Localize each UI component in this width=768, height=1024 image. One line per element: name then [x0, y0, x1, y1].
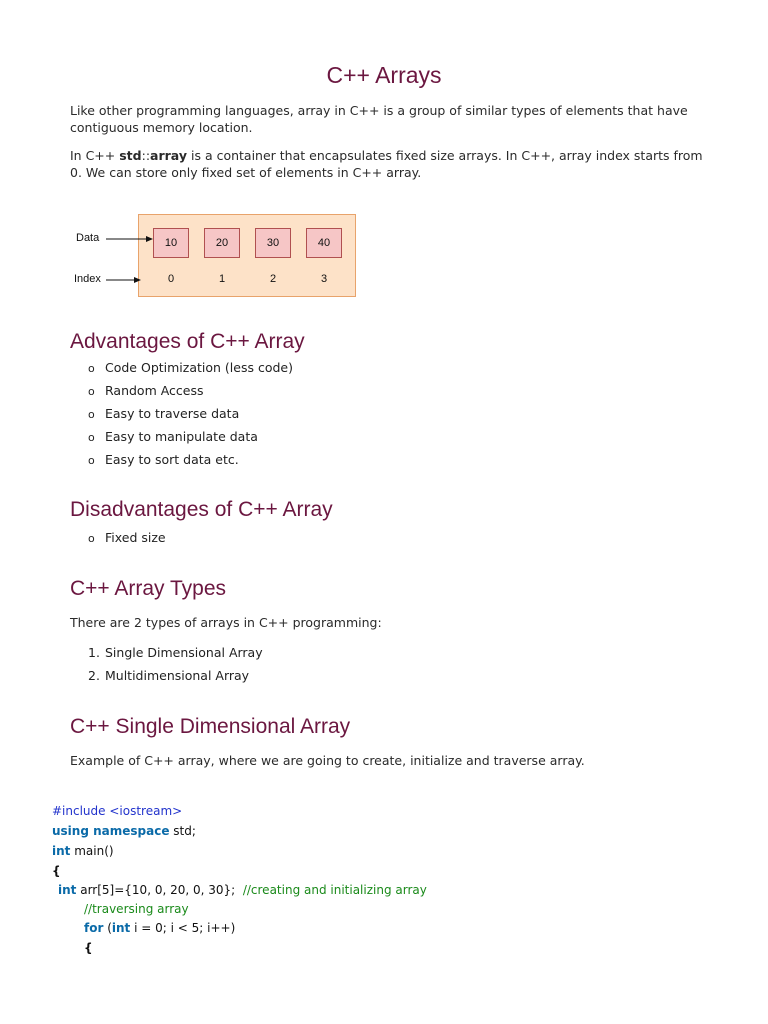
list-item [88, 360, 293, 375]
code-text: main() [70, 844, 114, 858]
code-keyword: int [52, 844, 71, 858]
list-item-text: Fixed size [105, 530, 166, 545]
item-number: 2. [88, 668, 100, 683]
intro-p2-text-a: In C++ [70, 148, 120, 163]
array-index: 3 [320, 273, 328, 285]
intro-p2-array: array [150, 148, 188, 163]
code-line [52, 844, 114, 858]
list-item [88, 530, 166, 545]
code-keyword: using namespace [52, 824, 170, 838]
array-cell: 40 [306, 228, 342, 258]
disadvantages-heading: Disadvantages of C++ Array [70, 498, 333, 521]
code-comment: //traversing array [84, 902, 189, 916]
bullet-marker: o [88, 385, 95, 398]
bullet-marker: o [88, 454, 95, 467]
intro-p2-std: std [119, 148, 142, 163]
advantages-heading: Advantages of C++ Array [70, 330, 305, 353]
code-keyword: int [111, 921, 131, 935]
numbered-item [88, 668, 249, 683]
list-item-text: Random Access [105, 383, 204, 398]
code-line: { [52, 864, 61, 878]
code-line: { [84, 941, 93, 955]
intro-paragraph-2 [70, 147, 710, 181]
bullet-marker: o [88, 408, 95, 421]
array-index: 2 [269, 273, 277, 285]
numbered-item-text: Single Dimensional Array [105, 645, 263, 660]
code-keyword: for [84, 921, 104, 935]
diagram-data-label: Data [76, 232, 100, 244]
code-text: i = 0; i < 5; i++) [130, 921, 236, 935]
intro-paragraph-1: Like other programming languages, array in C++ is a group of similar types of elements that have contiguous memory location. [70, 103, 688, 135]
code-keyword: int [58, 883, 77, 897]
array-cell: 10 [153, 228, 189, 258]
page-title: C++ Arrays [326, 62, 442, 88]
code-text: ( [103, 921, 112, 935]
bullet-marker: o [88, 431, 95, 444]
code-comment: //creating and initializing array [242, 883, 427, 897]
code-text: arr[5]={10, 0, 20, 0, 30}; [76, 883, 243, 897]
single-dimensional-heading: C++ Single Dimensional Array [70, 715, 351, 738]
numbered-item [88, 645, 263, 660]
code-line [84, 902, 189, 916]
list-item [88, 429, 258, 444]
array-cell: 30 [255, 228, 291, 258]
list-item [88, 452, 239, 467]
array-cell: 20 [204, 228, 240, 258]
bullet-marker: o [88, 362, 95, 375]
list-item-text: Easy to traverse data [105, 406, 240, 421]
list-item-text: Easy to sort data etc. [105, 452, 239, 467]
single-dimensional-intro: Example of C++ array, where we are going to create, initialize and traverse array. [70, 753, 585, 768]
intro-p2-scope: :: [141, 148, 151, 163]
types-heading: C++ Array Types [70, 577, 227, 600]
item-number: 1. [88, 645, 100, 660]
numbered-item-text: Multidimensional Array [105, 668, 250, 683]
list-item [88, 383, 204, 398]
diagram-index-label: Index [74, 273, 101, 285]
code-line [84, 921, 235, 935]
array-index: 1 [218, 273, 226, 285]
code-preprocessor: #include <iostream> [52, 804, 183, 818]
array-index: 0 [167, 273, 175, 285]
list-item-text: Code Optimization (less code) [105, 360, 293, 375]
intro-p2-text-e: is a container that encapsulates fixed size arrays. In C++, array index starts from 0. We can store only fixed set of elements in C++ array. [70, 148, 703, 180]
list-item-text: Easy to manipulate data [105, 429, 258, 444]
code-line [52, 824, 196, 838]
types-intro: There are 2 types of arrays in C++ programming: [70, 615, 382, 630]
diagram-arrows [100, 232, 160, 292]
code-text: std; [169, 824, 196, 838]
bullet-marker: o [88, 532, 95, 545]
list-item [88, 406, 239, 421]
code-line [52, 804, 182, 818]
code-line [58, 883, 427, 897]
